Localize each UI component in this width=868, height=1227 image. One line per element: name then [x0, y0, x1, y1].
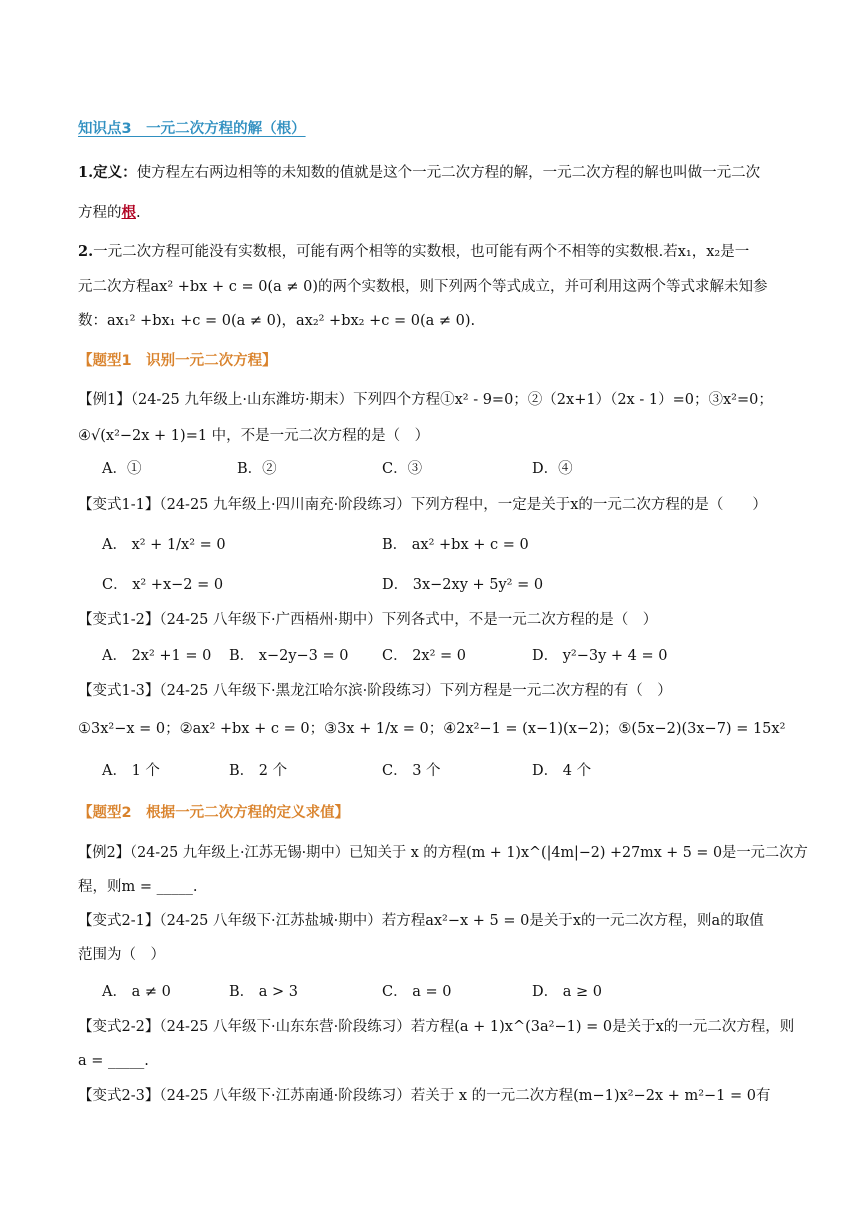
example-2-line-2: 程，则m = _____.	[78, 879, 198, 895]
option-c[interactable]: C．③	[382, 461, 423, 477]
option-c[interactable]: C． 3 个	[382, 763, 441, 779]
option-d[interactable]: D． a ≥ 0	[532, 984, 602, 1000]
option-b[interactable]: B． ax² +bx + c = 0	[382, 537, 529, 553]
option-c[interactable]: C． a = 0	[382, 984, 452, 1000]
type-2-title: 【题型2 根据一元二次方程的定义求值】	[78, 805, 350, 821]
definition-2-line-1	[78, 241, 749, 263]
variant-1-2-line-1: 【变式1-2】（24-25 八年级下·广西梧州·期中）下列各式中，不是一元二次方程的是（ ）	[78, 612, 658, 628]
variant-1-1-options-row-1	[102, 534, 822, 556]
variant-1-1-options-row-2	[102, 574, 822, 596]
variant-1-3-line-2: ①3x²−x = 0；②ax² +bx + c = 0；③3x + 1/x = 0；④2x²−1 = (x−1)(x−2)；⑤(5x−2)(3x−7) = 15x²	[78, 721, 786, 737]
option-a[interactable]: A． a ≠ 0	[102, 984, 171, 1000]
section-title: 知识点3 一元二次方程的解（根）	[78, 121, 306, 137]
option-a[interactable]: A．①	[102, 461, 142, 477]
option-b[interactable]: B．②	[237, 461, 277, 477]
root-keyword: 根	[121, 204, 136, 221]
variant-2-3-line-1: 【变式2-3】（24-25 八年级下·江苏南通·阶段练习）若关于 x 的一元二次方程(m−1)x²−2x + m²−1 = 0有	[78, 1088, 771, 1104]
option-b[interactable]: B． x−2y−3 = 0	[229, 648, 349, 664]
option-a[interactable]: A． x² + 1/x² = 0	[102, 537, 226, 553]
definition-1-text: 使方程左右两边相等的未知数的值就是这个一元二次方程的解，一元二次方程的解也叫做一元二次	[136, 165, 761, 181]
option-d[interactable]: D． y²−3y + 4 = 0	[532, 648, 668, 664]
definition-1-line-2-pre: 方程的	[78, 205, 122, 221]
variant-1-2-options	[102, 645, 822, 667]
option-b[interactable]: B． 2 个	[229, 763, 288, 779]
variant-2-1-options	[102, 981, 822, 1003]
example-2-line-1: 【例2】（24-25 九年级上·江苏无锡·期中）已知关于 x 的方程(m + 1)x^(|4m|−2) +27mx + 5 = 0是一元二次方	[78, 845, 808, 861]
variant-1-3-options	[102, 760, 822, 782]
option-d[interactable]: D． 4 个	[532, 763, 592, 779]
definition-1-label: 1.定义：	[78, 164, 137, 181]
variant-1-3-line-1: 【变式1-3】（24-25 八年级下·黑龙江哈尔滨·阶段练习）下列方程是一元二次方程的有（ ）	[78, 683, 672, 699]
type-1-title: 【题型1 识别一元二次方程】	[78, 353, 277, 369]
definition-2-line-3: 数：ax₁² +bx₁ +c = 0(a ≠ 0)，ax₂² +bx₂ +c = 0(a ≠ 0).	[78, 313, 476, 329]
definition-1-line-2	[78, 202, 141, 224]
definition-2-text-1: 一元二次方程可能没有实数根，可能有两个相等的实数根，也可能有两个不相等的实数根.若x₁，x₂是一	[93, 244, 750, 260]
option-b[interactable]: B． a > 3	[229, 984, 299, 1000]
variant-2-2-line-1: 【变式2-2】（24-25 八年级下·山东东营·阶段练习）若方程(a + 1)x^(3a²−1) = 0是关于x的一元二次方程，则	[78, 1019, 795, 1035]
variant-2-1-line-2: 范围为（ ）	[78, 947, 165, 963]
option-c[interactable]: C． 2x² = 0	[382, 648, 467, 664]
option-a[interactable]: A． 2x² +1 = 0	[102, 648, 212, 664]
definition-2-label: 2.	[78, 243, 94, 260]
variant-1-1-line-1: 【变式1-1】（24-25 九年级上·四川南充·阶段练习）下列方程中，一定是关于x的一元二次方程的是（ ）	[78, 497, 767, 513]
definition-2-line-2: 元二次方程ax² +bx + c = 0(a ≠ 0)的两个实数根，则下列两个等式成立，并可利用这两个等式求解未知参	[78, 279, 768, 295]
variant-2-1-line-1: 【变式2-1】（24-25 八年级下·江苏盐城·期中）若方程ax²−x + 5 = 0是关于x的一元二次方程，则a的取值	[78, 913, 764, 929]
option-d[interactable]: D． 3x−2xy + 5y² = 0	[382, 577, 544, 593]
example-1-line-1: 【例1】（24-25 九年级上·山东潍坊·期末）下列四个方程①x² - 9=0；②（2x+1）（2x - 1）=0；③x²=0；	[78, 392, 773, 408]
example-1-options	[102, 458, 822, 480]
definition-1-line-1	[78, 162, 760, 184]
example-1-line-2: ④√(x²−2x + 1)=1 中，不是一元二次方程的是（ ）	[78, 428, 430, 444]
definition-1-line-2-post: .	[136, 205, 141, 221]
variant-2-2-line-2: a = _____.	[78, 1053, 149, 1069]
option-c[interactable]: C． x² +x−2 = 0	[102, 577, 224, 593]
option-d[interactable]: D．④	[532, 461, 573, 477]
option-a[interactable]: A． 1 个	[102, 763, 160, 779]
